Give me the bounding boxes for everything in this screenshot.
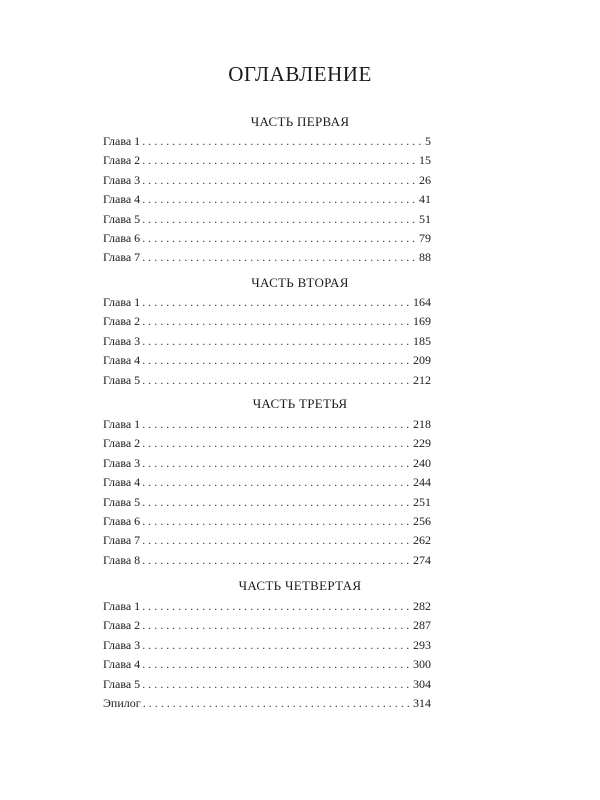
toc-entry-page-number: 240	[413, 456, 431, 470]
toc-entry-page-number: 300	[413, 657, 431, 671]
dot-leader	[142, 191, 419, 207]
toc-entry[interactable]	[103, 455, 431, 471]
dot-leader	[142, 352, 411, 368]
toc-entry[interactable]	[103, 313, 431, 329]
toc-entry[interactable]	[103, 133, 431, 149]
toc-entry[interactable]	[103, 249, 431, 265]
dot-leader	[142, 372, 411, 388]
dot-leader	[142, 637, 411, 653]
toc-entry-label: Глава 3	[103, 638, 141, 652]
toc-entry-label: Глава 5	[103, 373, 141, 387]
toc-entry-label: Эпилог	[103, 696, 141, 710]
dot-leader	[142, 294, 411, 310]
toc-entry-label: Глава 4	[103, 475, 141, 489]
toc-entry[interactable]	[103, 435, 431, 451]
toc-entry[interactable]	[103, 494, 431, 510]
toc-entry-page-number: 287	[413, 618, 431, 632]
toc-entry-page-number: 274	[413, 553, 431, 567]
dot-leader	[142, 249, 419, 265]
toc-entry[interactable]	[103, 598, 431, 614]
toc-entry-page-number: 169	[413, 314, 431, 328]
toc-entry-label: Глава 7	[103, 250, 141, 264]
toc-entry[interactable]	[103, 676, 431, 692]
toc-entry-label: Глава 6	[103, 514, 141, 528]
toc-entry[interactable]	[103, 474, 431, 490]
toc-entry-label: Глава 8	[103, 553, 141, 567]
toc-entry[interactable]	[103, 152, 431, 168]
toc-entry-page-number: 5	[425, 134, 431, 148]
part-heading: ЧАСТЬ ТРЕТЬЯ	[252, 396, 348, 411]
toc-entry[interactable]	[103, 416, 431, 432]
toc-entry-page-number: 51	[419, 212, 431, 226]
toc-entry[interactable]	[103, 637, 431, 653]
page-title: ОГЛАВЛЕНИЕ	[228, 62, 372, 86]
toc-entry-page-number: 314	[413, 696, 431, 710]
toc-entry[interactable]	[103, 372, 431, 388]
dot-leader	[142, 333, 411, 349]
dot-leader	[142, 416, 411, 432]
dot-leader	[142, 133, 425, 149]
toc-entry-page-number: 304	[413, 677, 431, 691]
toc-entry-page-number: 251	[413, 495, 431, 509]
toc-entry-label: Глава 3	[103, 173, 141, 187]
dot-leader	[142, 211, 419, 227]
toc-entry-page-number: 256	[413, 514, 431, 528]
toc-entry[interactable]	[103, 352, 431, 368]
dot-leader	[142, 230, 419, 246]
toc-entry-label: Глава 1	[103, 599, 141, 613]
toc-entry[interactable]	[103, 191, 431, 207]
dot-leader	[142, 552, 411, 568]
dot-leader	[142, 494, 411, 510]
toc-entry-label: Глава 3	[103, 334, 141, 348]
toc-entry-page-number: 282	[413, 599, 431, 613]
toc-entry[interactable]	[103, 513, 431, 529]
toc-entry-page-number: 88	[419, 250, 431, 264]
toc-entry-page-number: 164	[413, 295, 431, 309]
part-heading: ЧАСТЬ ПЕРВАЯ	[250, 114, 350, 129]
toc-entry-page-number: 293	[413, 638, 431, 652]
toc-entry-page-number: 218	[413, 417, 431, 431]
toc-entry-label: Глава 5	[103, 495, 141, 509]
toc-entry[interactable]	[103, 211, 431, 227]
toc-entry-label: Глава 6	[103, 231, 141, 245]
toc-entry-label: Глава 2	[103, 618, 141, 632]
part-heading: ЧАСТЬ ВТОРАЯ	[251, 275, 349, 290]
toc-entry[interactable]	[103, 656, 431, 672]
toc-entry-page-number: 209	[413, 353, 431, 367]
toc-entry-page-number: 15	[419, 153, 431, 167]
toc-entry[interactable]	[103, 230, 431, 246]
dot-leader	[142, 474, 411, 490]
toc-entry-label: Глава 2	[103, 436, 141, 450]
toc-entry[interactable]	[103, 172, 431, 188]
dot-leader	[142, 455, 411, 471]
toc-entry-page-number: 244	[413, 475, 431, 489]
toc-entry-label: Глава 7	[103, 533, 141, 547]
toc-entry-page-number: 26	[419, 173, 431, 187]
toc-entry-label: Глава 1	[103, 417, 141, 431]
dot-leader	[142, 513, 411, 529]
dot-leader	[143, 695, 411, 711]
toc-entry-page-number: 41	[419, 192, 431, 206]
toc-entry-page-number: 185	[413, 334, 431, 348]
toc-entry-label: Глава 4	[103, 657, 141, 671]
toc-entry-label: Глава 4	[103, 353, 141, 367]
toc-entry-page-number: 262	[413, 533, 431, 547]
toc-entry-label: Глава 1	[103, 295, 141, 309]
toc-entry-label: Глава 5	[103, 677, 141, 691]
dot-leader	[142, 172, 419, 188]
toc-entry-page-number: 229	[413, 436, 431, 450]
toc-entry-page-number: 79	[419, 231, 431, 245]
toc-entry-label: Глава 3	[103, 456, 141, 470]
dot-leader	[142, 532, 411, 548]
part-heading: ЧАСТЬ ЧЕТВЕРТАЯ	[238, 578, 362, 593]
dot-leader	[142, 313, 411, 329]
toc-entry-label: Глава 1	[103, 134, 141, 148]
toc-entry[interactable]	[103, 333, 431, 349]
toc-entry-label: Глава 2	[103, 153, 141, 167]
toc-entry-label: Глава 5	[103, 212, 141, 226]
toc-entry-page-number: 212	[413, 373, 431, 387]
dot-leader	[142, 598, 411, 614]
dot-leader	[142, 656, 411, 672]
toc-entry-label: Глава 4	[103, 192, 141, 206]
dot-leader	[142, 617, 411, 633]
toc-entry[interactable]	[103, 552, 431, 568]
toc-entry-label: Глава 2	[103, 314, 141, 328]
dot-leader	[142, 152, 419, 168]
dot-leader	[142, 435, 411, 451]
toc-entry[interactable]	[103, 294, 431, 310]
toc-entry[interactable]	[103, 532, 431, 548]
dot-leader	[142, 676, 411, 692]
toc-entry[interactable]	[103, 617, 431, 633]
toc-entry[interactable]	[103, 695, 431, 711]
